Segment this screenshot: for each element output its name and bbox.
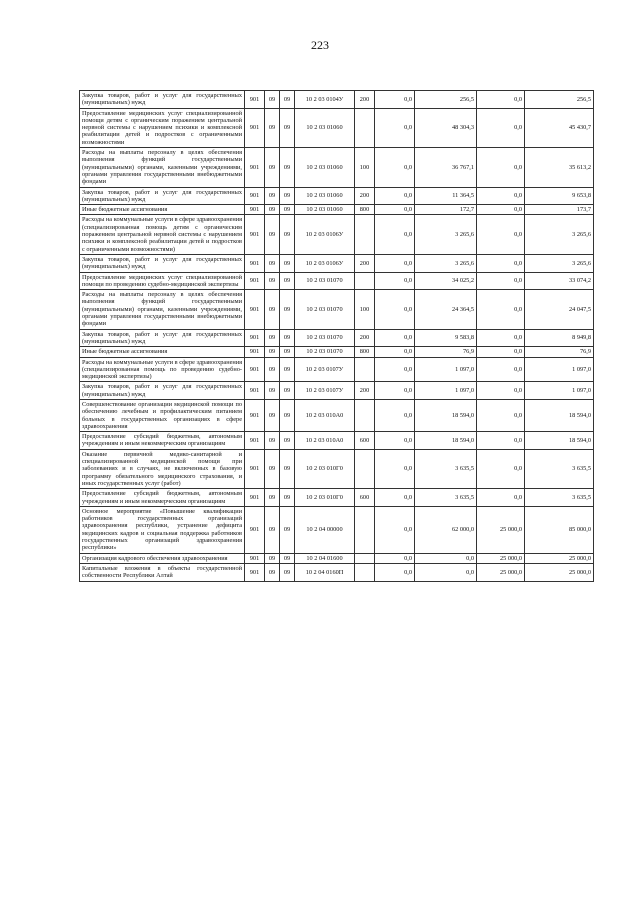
table-row	[80, 506, 594, 553]
amount-cell-4: 76,9	[525, 347, 594, 357]
amount-cell-2: 1 097,0	[415, 382, 477, 400]
amount-cell-4: 8 949,8	[525, 329, 594, 347]
expense-name-cell: Закупка товаров, работ и услуг для государственных (муниципальных) нужд	[80, 91, 245, 109]
amount-cell-4: 18 594,0	[525, 432, 594, 450]
subsection-cell: 09	[280, 205, 295, 215]
target-article-cell: 10 2 03 01070	[295, 347, 355, 357]
table-row	[80, 563, 594, 581]
amount-cell-4: 1 097,0	[525, 382, 594, 400]
expense-type-cell: 200	[355, 187, 375, 205]
amount-cell-1: 0,0	[375, 272, 415, 290]
expense-type-cell	[355, 357, 375, 382]
amount-cell-3: 0,0	[477, 357, 525, 382]
expense-name-cell: Закупка товаров, работ и услуг для государственных (муниципальных) нужд	[80, 187, 245, 205]
amount-cell-2: 3 265,6	[415, 215, 477, 254]
expense-name-cell: Предоставление субсидий бюджетным, автономным учреждениям и иным некоммерческим организациям	[80, 489, 245, 507]
expense-type-cell	[355, 506, 375, 553]
expense-name-cell: Организация кадрового обеспечения здравоохранения	[80, 553, 245, 563]
amount-cell-4: 3 635,5	[525, 489, 594, 507]
target-article-cell: 10 2 03 0104У	[295, 91, 355, 109]
amount-cell-2: 76,9	[415, 347, 477, 357]
table-row	[80, 148, 594, 187]
table-row	[80, 187, 594, 205]
amount-cell-1: 0,0	[375, 357, 415, 382]
ministry-code-cell: 901	[245, 254, 265, 272]
amount-cell-3: 0,0	[477, 108, 525, 147]
amount-cell-2: 24 364,5	[415, 290, 477, 329]
amount-cell-2: 36 767,1	[415, 148, 477, 187]
amount-cell-3: 0,0	[477, 329, 525, 347]
expense-name-cell: Предоставление медицинских услуг специализированной помощи по проведению судебно-медицинской экспертизы	[80, 272, 245, 290]
target-article-cell: 10 2 03 01070	[295, 272, 355, 290]
table-row	[80, 108, 594, 147]
target-article-cell: 10 2 03 01060	[295, 148, 355, 187]
ministry-code-cell: 901	[245, 272, 265, 290]
expense-type-cell: 200	[355, 329, 375, 347]
expense-type-cell	[355, 399, 375, 431]
target-article-cell: 10 2 03 01060	[295, 187, 355, 205]
expense-name-cell: Закупка товаров, работ и услуг для государственных (муниципальных) нужд	[80, 329, 245, 347]
expense-type-cell: 100	[355, 148, 375, 187]
budget-table	[79, 90, 594, 582]
ministry-code-cell: 901	[245, 290, 265, 329]
ministry-code-cell: 901	[245, 563, 265, 581]
ministry-code-cell: 901	[245, 432, 265, 450]
section-cell: 09	[265, 205, 280, 215]
expense-name-cell: Иные бюджетные ассигнования	[80, 347, 245, 357]
section-cell: 09	[265, 489, 280, 507]
amount-cell-2: 1 097,0	[415, 357, 477, 382]
subsection-cell: 09	[280, 215, 295, 254]
table-row	[80, 357, 594, 382]
amount-cell-3: 25 000,0	[477, 506, 525, 553]
amount-cell-1: 0,0	[375, 382, 415, 400]
amount-cell-2: 34 025,2	[415, 272, 477, 290]
subsection-cell: 09	[280, 357, 295, 382]
amount-cell-3: 25 000,0	[477, 563, 525, 581]
amount-cell-2: 62 000,0	[415, 506, 477, 553]
amount-cell-1: 0,0	[375, 489, 415, 507]
expense-type-cell: 600	[355, 432, 375, 450]
ministry-code-cell: 901	[245, 357, 265, 382]
subsection-cell: 09	[280, 91, 295, 109]
expense-type-cell: 200	[355, 382, 375, 400]
amount-cell-3: 0,0	[477, 187, 525, 205]
section-cell: 09	[265, 108, 280, 147]
section-cell: 09	[265, 148, 280, 187]
amount-cell-3: 0,0	[477, 382, 525, 400]
amount-cell-1: 0,0	[375, 215, 415, 254]
ministry-code-cell: 901	[245, 91, 265, 109]
ministry-code-cell: 901	[245, 553, 265, 563]
amount-cell-1: 0,0	[375, 187, 415, 205]
amount-cell-1: 0,0	[375, 108, 415, 147]
ministry-code-cell: 901	[245, 215, 265, 254]
table-row	[80, 399, 594, 431]
subsection-cell: 09	[280, 506, 295, 553]
amount-cell-3: 0,0	[477, 432, 525, 450]
amount-cell-1: 0,0	[375, 399, 415, 431]
expense-name-cell: Расходы на коммунальные услуги в сфере здравоохранения (специализированная помощь детям с органическим поражением центральной нервной системы с нарушением психики и комплексной реабилитации детей и подростков с ограниченными возможностями)	[80, 215, 245, 254]
section-cell: 09	[265, 187, 280, 205]
amount-cell-4: 45 430,7	[525, 108, 594, 147]
expense-name-cell: Иные бюджетные ассигнования	[80, 205, 245, 215]
section-cell: 09	[265, 347, 280, 357]
section-cell: 09	[265, 215, 280, 254]
subsection-cell: 09	[280, 347, 295, 357]
expense-type-cell	[355, 272, 375, 290]
subsection-cell: 09	[280, 254, 295, 272]
section-cell: 09	[265, 553, 280, 563]
section-cell: 09	[265, 272, 280, 290]
amount-cell-2: 0,0	[415, 563, 477, 581]
amount-cell-1: 0,0	[375, 563, 415, 581]
amount-cell-2: 3 635,5	[415, 449, 477, 488]
expense-name-cell: Основное мероприятие «Повышение квалификации работников государственных организаций здравоохранения республики, устранение дефицита медицинских кадров и социальная поддержка работников государственных организаций здравоохранения республики»	[80, 506, 245, 553]
section-cell: 09	[265, 563, 280, 581]
subsection-cell: 09	[280, 108, 295, 147]
target-article-cell: 10 2 03 01070	[295, 290, 355, 329]
amount-cell-3: 0,0	[477, 148, 525, 187]
expense-type-cell: 800	[355, 347, 375, 357]
amount-cell-4: 173,7	[525, 205, 594, 215]
amount-cell-4: 25 000,0	[525, 563, 594, 581]
expense-name-cell: Закупка товаров, работ и услуг для государственных (муниципальных) нужд	[80, 382, 245, 400]
ministry-code-cell: 901	[245, 329, 265, 347]
amount-cell-2: 48 304,3	[415, 108, 477, 147]
amount-cell-1: 0,0	[375, 290, 415, 329]
ministry-code-cell: 901	[245, 148, 265, 187]
amount-cell-3: 0,0	[477, 91, 525, 109]
amount-cell-4: 18 594,0	[525, 399, 594, 431]
target-article-cell: 10 2 03 0107У	[295, 382, 355, 400]
section-cell: 09	[265, 449, 280, 488]
amount-cell-2: 3 265,6	[415, 254, 477, 272]
table-row	[80, 215, 594, 254]
table-row	[80, 489, 594, 507]
ministry-code-cell: 901	[245, 449, 265, 488]
amount-cell-3: 0,0	[477, 290, 525, 329]
amount-cell-1: 0,0	[375, 254, 415, 272]
section-cell: 09	[265, 432, 280, 450]
ministry-code-cell: 901	[245, 108, 265, 147]
target-article-cell: 10 2 04 0160П	[295, 563, 355, 581]
amount-cell-3: 0,0	[477, 215, 525, 254]
table-row	[80, 432, 594, 450]
expense-name-cell: Расходы на коммунальные услуги в сфере здравоохранения (специализированная помощь по проведению судебно-медицинской экспертизы)	[80, 357, 245, 382]
table-row	[80, 329, 594, 347]
ministry-code-cell: 901	[245, 399, 265, 431]
target-article-cell: 10 2 03 010А0	[295, 399, 355, 431]
amount-cell-4: 24 047,5	[525, 290, 594, 329]
target-article-cell: 10 2 03 01060	[295, 205, 355, 215]
amount-cell-4: 3 635,5	[525, 449, 594, 488]
subsection-cell: 09	[280, 382, 295, 400]
ministry-code-cell: 901	[245, 489, 265, 507]
target-article-cell: 10 2 04 00000	[295, 506, 355, 553]
expense-name-cell: Предоставление субсидий бюджетным, автономным учреждениям и иным некоммерческим организациям	[80, 432, 245, 450]
table-row	[80, 91, 594, 109]
expense-name-cell: Предоставление медицинских услуг специализированной помощи детям с органическим поражением центральной нервной системы с нарушением психики и комплексной реабилитации детей и подростков с ограниченными возможностями	[80, 108, 245, 147]
amount-cell-2: 11 364,5	[415, 187, 477, 205]
amount-cell-2: 9 583,8	[415, 329, 477, 347]
amount-cell-4: 85 000,0	[525, 506, 594, 553]
target-article-cell: 10 2 04 01600	[295, 553, 355, 563]
target-article-cell: 10 2 03 010Г0	[295, 489, 355, 507]
expense-type-cell: 100	[355, 290, 375, 329]
subsection-cell: 09	[280, 329, 295, 347]
table-row	[80, 290, 594, 329]
amount-cell-1: 0,0	[375, 91, 415, 109]
expense-name-cell: Капитальные вложения в объекты государственной собственности Республики Алтай	[80, 563, 245, 581]
amount-cell-4: 33 074,2	[525, 272, 594, 290]
expense-type-cell	[355, 563, 375, 581]
target-article-cell: 10 2 03 010А0	[295, 432, 355, 450]
amount-cell-4: 1 097,0	[525, 357, 594, 382]
expense-type-cell	[355, 553, 375, 563]
expense-type-cell: 200	[355, 254, 375, 272]
expense-type-cell: 200	[355, 91, 375, 109]
section-cell: 09	[265, 91, 280, 109]
expense-name-cell: Расходы на выплаты персоналу в целях обеспечения выполнения функций государственными (муниципальными) органами, казенными учреждениями, органами управления государственными внебюджетными фондами	[80, 148, 245, 187]
amount-cell-2: 18 594,0	[415, 432, 477, 450]
section-cell: 09	[265, 254, 280, 272]
ministry-code-cell: 901	[245, 382, 265, 400]
amount-cell-1: 0,0	[375, 347, 415, 357]
ministry-code-cell: 901	[245, 205, 265, 215]
section-cell: 09	[265, 399, 280, 431]
amount-cell-1: 0,0	[375, 506, 415, 553]
target-article-cell: 10 2 03 010Г0	[295, 449, 355, 488]
amount-cell-2: 3 635,5	[415, 489, 477, 507]
amount-cell-1: 0,0	[375, 205, 415, 215]
subsection-cell: 09	[280, 272, 295, 290]
amount-cell-3: 0,0	[477, 489, 525, 507]
table-row	[80, 553, 594, 563]
page-number: 223	[311, 38, 329, 52]
subsection-cell: 09	[280, 148, 295, 187]
amount-cell-4: 3 265,6	[525, 254, 594, 272]
table-row	[80, 449, 594, 488]
section-cell: 09	[265, 329, 280, 347]
amount-cell-4: 9 653,8	[525, 187, 594, 205]
section-cell: 09	[265, 382, 280, 400]
section-cell: 09	[265, 506, 280, 553]
expense-type-cell	[355, 449, 375, 488]
ministry-code-cell: 901	[245, 347, 265, 357]
amount-cell-2: 18 594,0	[415, 399, 477, 431]
subsection-cell: 09	[280, 563, 295, 581]
amount-cell-3: 0,0	[477, 254, 525, 272]
expense-name-cell: Оказание первичной медико-санитарной и специализированной медицинской помощи при заболеваниях и в случаях, не включенных в базовую программу обязательного медицинского страхования, и иных государственных услуг (работ)	[80, 449, 245, 488]
expense-name-cell: Совершенствование организации медицинской помощи по обеспечению лечебным и профилактическим питанием больных в государственных организациях в сфере здравоохранения	[80, 399, 245, 431]
expense-name-cell: Закупка товаров, работ и услуг для государственных (муниципальных) нужд	[80, 254, 245, 272]
table-row	[80, 272, 594, 290]
amount-cell-4: 25 000,0	[525, 553, 594, 563]
amount-cell-3: 0,0	[477, 347, 525, 357]
amount-cell-2: 0,0	[415, 553, 477, 563]
amount-cell-3: 0,0	[477, 205, 525, 215]
amount-cell-4: 256,5	[525, 91, 594, 109]
table-row	[80, 205, 594, 215]
expense-type-cell: 800	[355, 205, 375, 215]
expense-name-cell: Расходы на выплаты персоналу в целях обеспечения выполнения функций государственными (муниципальными) органами, казенными учреждениями, органами управления государственными внебюджетными фондами	[80, 290, 245, 329]
amount-cell-1: 0,0	[375, 449, 415, 488]
subsection-cell: 09	[280, 553, 295, 563]
expense-type-cell: 600	[355, 489, 375, 507]
ministry-code-cell: 901	[245, 506, 265, 553]
amount-cell-1: 0,0	[375, 432, 415, 450]
section-cell: 09	[265, 290, 280, 329]
target-article-cell: 10 2 03 01070	[295, 329, 355, 347]
subsection-cell: 09	[280, 432, 295, 450]
subsection-cell: 09	[280, 489, 295, 507]
target-article-cell: 10 2 03 01060	[295, 108, 355, 147]
expense-type-cell	[355, 215, 375, 254]
section-cell: 09	[265, 357, 280, 382]
table-row	[80, 347, 594, 357]
amount-cell-3: 0,0	[477, 449, 525, 488]
subsection-cell: 09	[280, 187, 295, 205]
table-row	[80, 254, 594, 272]
expense-type-cell	[355, 108, 375, 147]
subsection-cell: 09	[280, 290, 295, 329]
amount-cell-1: 0,0	[375, 148, 415, 187]
amount-cell-2: 256,5	[415, 91, 477, 109]
amount-cell-3: 0,0	[477, 399, 525, 431]
target-article-cell: 10 2 03 0107У	[295, 357, 355, 382]
target-article-cell: 10 2 03 0106У	[295, 254, 355, 272]
amount-cell-1: 0,0	[375, 553, 415, 563]
amount-cell-1: 0,0	[375, 329, 415, 347]
target-article-cell: 10 2 03 0106У	[295, 215, 355, 254]
amount-cell-4: 35 613,2	[525, 148, 594, 187]
amount-cell-3: 0,0	[477, 272, 525, 290]
subsection-cell: 09	[280, 449, 295, 488]
amount-cell-2: 172,7	[415, 205, 477, 215]
table-row	[80, 382, 594, 400]
subsection-cell: 09	[280, 399, 295, 431]
amount-cell-4: 3 265,6	[525, 215, 594, 254]
ministry-code-cell: 901	[245, 187, 265, 205]
amount-cell-3: 25 000,0	[477, 553, 525, 563]
